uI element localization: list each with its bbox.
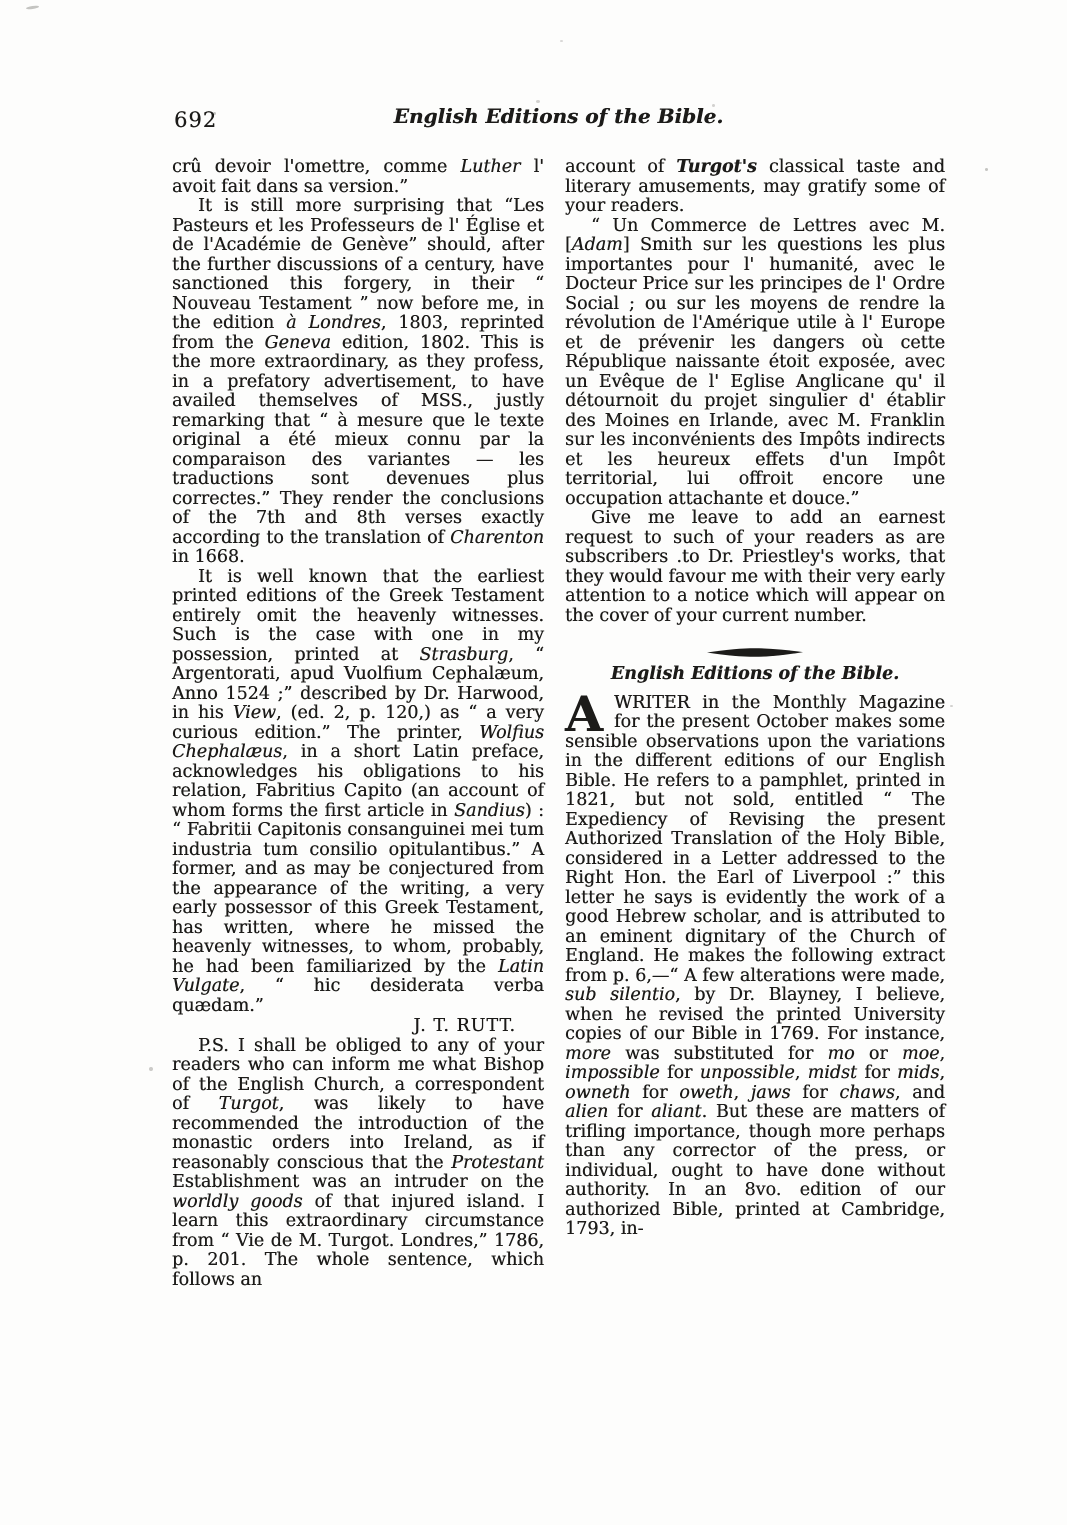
paragraph: Give me leave to add an earnest request to such of your readers as are subscribers .to Dr. Priestley's works, that they would favour me with their very early attention to a notice which will appear on the cover of your current number.: [565, 508, 945, 626]
scan-noise-speck: [985, 168, 988, 171]
scan-noise-speck: [560, 40, 563, 42]
scan-noise-speck: [536, 100, 540, 103]
paragraph: It is still more surprising that “Les Pasteurs et les Professeurs de l' Église et de l'Académie de Genève” should, after the further discussions of a century, have sanctioned this forgery, in their “ Nouveau Testament ” now before me, in the edition à Londres, 1803, reprinted from the Geneva edition, 1802. This is the more extraordinary, as they profess, in a prefatory advertisement, to have availed themselves of MSS., justly remarking that “ à mesure que le texte original a été mieux connu par la comparaison des variantes — les traductions sont devenues plus correctes.” They render the conclusions of the 7th and 8th verses exactly according to the translation of Charenton in 1668.: [172, 196, 544, 567]
article-heading: English Editions of the Bible.: [610, 664, 900, 684]
right-column-top-paragraphs: [565, 158, 945, 626]
paragraph: P.S. I shall be obliged to any of your readers who can inform me what Bishop of the English Church, a correspondent of Turgot, was likely to have recommended the introduction of the monastic orders into Ireland, as if reasonably conscious that the Protestant Establishment was an intruder on the worldly goods of that injured island. I learn this extraordinary circumstance from “ Vie de M. Turgot. Londres,” 1786, p. 201. The whole sentence, which follows an: [172, 1035, 544, 1290]
text-columns: [172, 158, 945, 1290]
right-column: [565, 158, 945, 1290]
paragraph: J. T. RUTT.: [413, 1016, 516, 1036]
section-divider: [707, 643, 803, 652]
scan-noise-speck: [950, 705, 953, 707]
paragraph: AWRITER in the Monthly Magazine for the present October makes some sensible observations upon the variations in the different editions of our English Bible. He refers to a pamphlet, printed in 1821, but not sold, entitled “ The Expediency of Revising the present Authorized Translation of the Holy Bible, considered in a Letter addressed to the Right Hon. the Earl of Liverpool :” this letter he says is evidently the work of a good Hebrew scholar, and is attributed to an eminent dignitary of the Church of England. He makes the following extract from p. 6,—“ A few alterations were made, sub silentio, by Dr. Blayney, I believe, when he revised the printed University copies of our Bible in 1769. For instance, more was substituted for mo or moe, impossible for unpossible, midst for mids, owneth for oweth, jaws for chaws, and alien for aliant. But these are matters of trifling importance, though more perhaps than any corrector of the press, or individual, ought to have done without authority. In an 8vo. edition of our authorized Bible, printed at Cambridge, 1793, in-: [565, 684, 946, 1239]
paragraph: crû devoir l'omettre, comme Luther l' avoit fait dans sa version.”: [172, 157, 544, 197]
scan-noise-speck: [149, 1067, 153, 1071]
left-column: [172, 158, 544, 1290]
paragraph: “ Un Commerce de Lettres avec M. [Adam] Smith sur les questions les plus importantes pour l' humanité, avec le Docteur Price sur les principes de l' Ordre Social ; ou sur les moyens de rendre la révolution de l'Amérique utile à l' Europe et de prévenir les dangers où cette République naissante étoit exposée, avec un Evêque de l' Eglise Anglicane qu' il détournoit du projet singulier d' établir des Moines en Irlande, avec M. Franklin sur les inconvénients des Impôts indirects et les heureux effets d'un Impôt territorial, lui offroit encore une occupation attachante et douce.”: [565, 215, 945, 509]
article-paragraphs: [565, 684, 946, 1240]
swelled-rule-icon: [707, 648, 803, 657]
paragraph: account of Turgot's classical taste and literary amusements, may gratify some of your readers.: [565, 157, 945, 216]
paragraph: It is well known that the earliest printed editions of the Greek Testament entirely omit the heavenly witnesses. Such is the case with one in my possession, printed at Strasburg, “ Argentorati, apud Vuolfium Cephalæum, Anno 1524 ;” described by Dr. Harwood, in his View, (ed. 2, p. 120,) as “ a very curious edition.” The printer, Wolfius Chephalæus, in a short Latin preface, acknowledges his obligations to his relation, Fabritius Capito (an account of whom forms the first article in Sandius) : “ Fabritii Capitonis consanguinei mei tum industria tum consilio opitulantibus.” A former, and as may be conjectured from the appearance of the writing, a very early possessor of this Greek Testament, has written, where he missed the heavenly witnesses, to whom, probably, he had been familiarized by the Latin Vulgate, “ hic desiderata verba quædam.”: [172, 566, 545, 1016]
page-header: [172, 104, 945, 140]
scan-noise-speck: [26, 5, 39, 10]
running-title: English Editions of the Bible.: [393, 104, 724, 128]
page-number: 692: [174, 108, 218, 132]
drop-cap: A: [565, 684, 604, 743]
